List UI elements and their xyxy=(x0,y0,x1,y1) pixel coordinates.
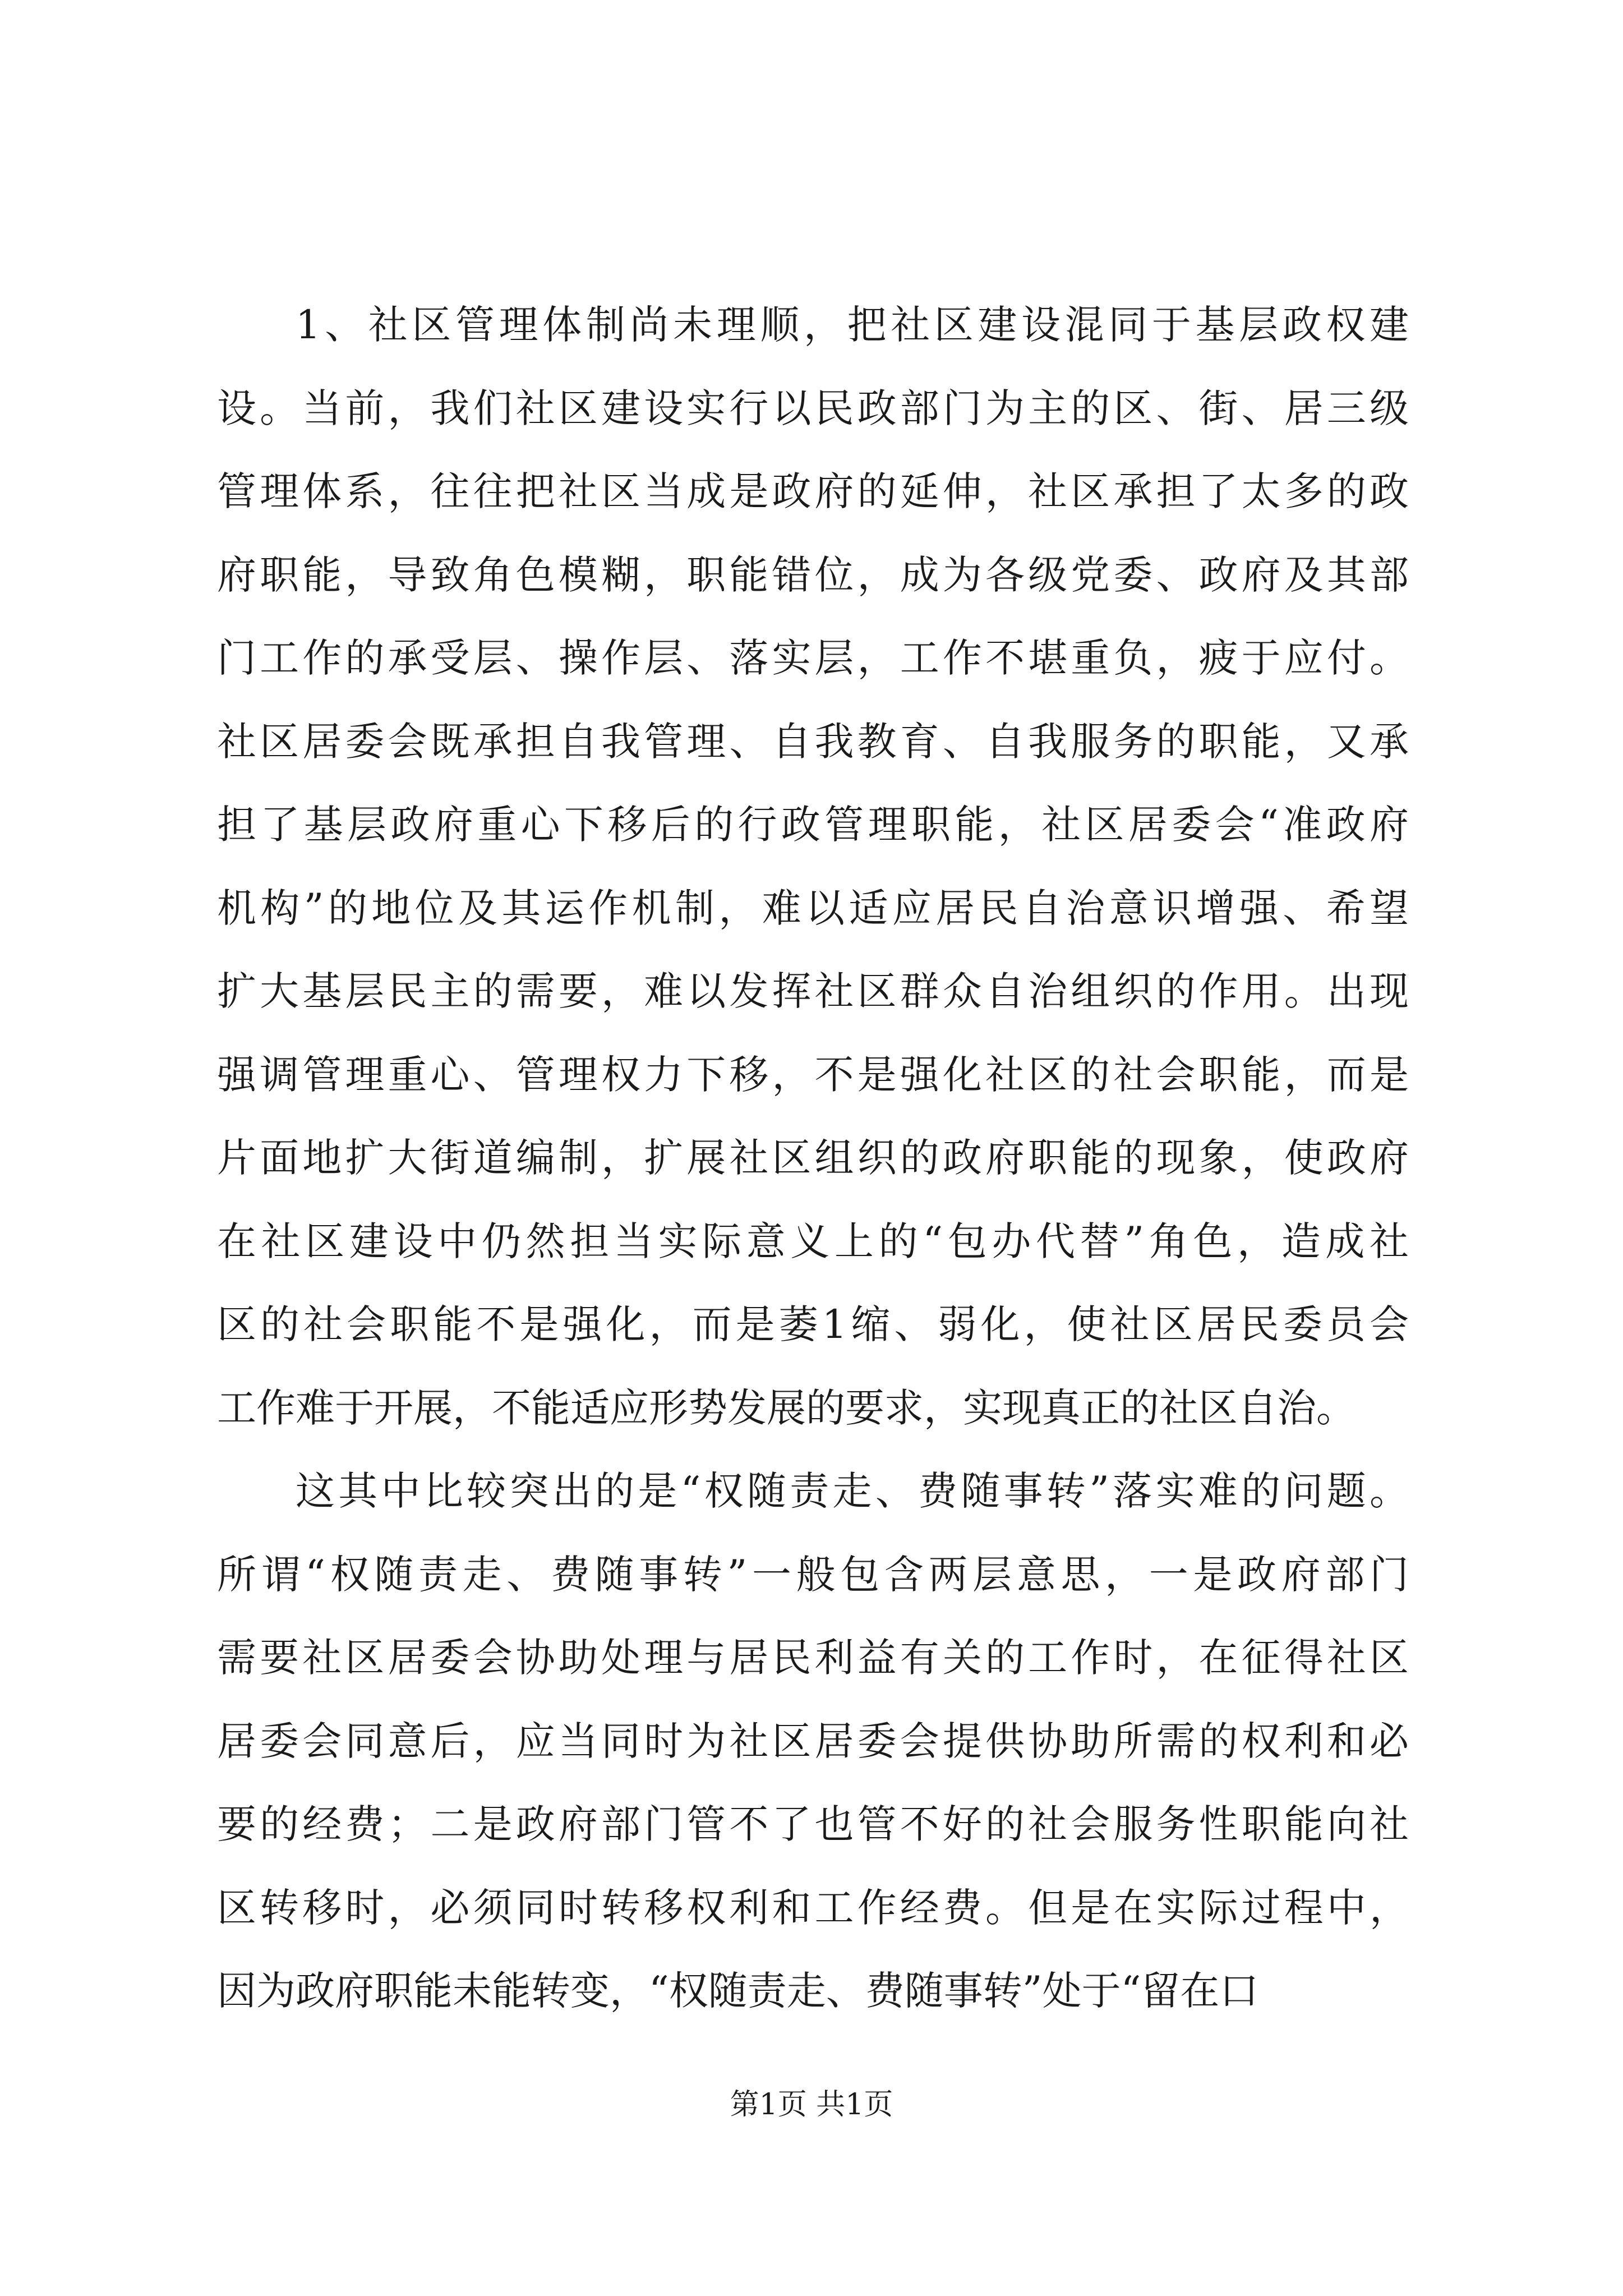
text-line: 这其中比较突出的是“权随责走、费随事转”落实难的问题。 xyxy=(296,1468,1409,1514)
text-line: 所谓“权随责走、费随事转”一般包含两层意思，一是政府部门 xyxy=(217,1551,1409,1598)
text-line: 要的经费；二是政府部门管不了也管不好的社会服务性职能向社 xyxy=(217,1801,1409,1847)
text-line: 府职能，导致角色模糊，职能错位，成为各级党委、政府及其部 xyxy=(217,551,1409,598)
page-footer: 第1页 共1页 xyxy=(730,2088,893,2122)
text-line: 居委会同意后，应当同时为社区居委会提供协助所需的权利和必 xyxy=(217,1718,1409,1764)
text-line: 门工作的承受层、操作层、落实层，工作不堪重负，疲于应付。 xyxy=(217,635,1409,681)
text-line: 管理体系，往往把社区当成是政府的延伸，社区承担了太多的政 xyxy=(217,468,1409,514)
text-line: 扩大基层民主的需要，难以发挥社区群众自治组织的作用。出现 xyxy=(217,968,1409,1014)
text-line: 机构”的地位及其运作机制，难以适应居民自治意识增强、希望 xyxy=(217,885,1409,931)
text-line: 因为政府职能未能转变，“权随责走、费随事转”处于“留在口 xyxy=(217,1968,1259,2014)
text-line: 在社区建设中仍然担当实际意义上的“包办代替”角色，造成社 xyxy=(217,1218,1409,1264)
text-line: 1、社区管理体制尚未理顺，把社区建设混同于基层政权建 xyxy=(296,302,1409,348)
text-line: 片面地扩大街道编制，扩展社区组织的政府职能的现象，使政府 xyxy=(217,1135,1409,1181)
text-line: 社区居委会既承担自我管理、自我教育、自我服务的职能，又承 xyxy=(217,718,1409,765)
text-line: 担了基层政府重心下移后的行政管理职能，社区居委会“准政府 xyxy=(217,802,1409,848)
text-line: 工作难于开展，不能适应形势发展的要求，实现真正的社区自治。 xyxy=(217,1384,1355,1431)
text-line: 强调管理重心、管理权力下移，不是强化社区的社会职能，而是 xyxy=(217,1051,1409,1098)
text-line: 区转移时，必须同时转移权利和工作经费。但是在实际过程中， xyxy=(217,1884,1409,1931)
text-line: 设。当前，我们社区建设实行以民政部门为主的区、街、居三级 xyxy=(217,385,1409,431)
text-line: 区的社会职能不是强化，而是萎1缩、弱化，使社区居民委员会 xyxy=(217,1301,1409,1347)
paragraph-2 xyxy=(217,1450,1409,2033)
text-line: 需要社区居委会协助处理与居民利益有关的工作时，在征得社区 xyxy=(217,1635,1409,1681)
document-body xyxy=(217,283,1409,2033)
paragraph-1 xyxy=(217,283,1409,1450)
